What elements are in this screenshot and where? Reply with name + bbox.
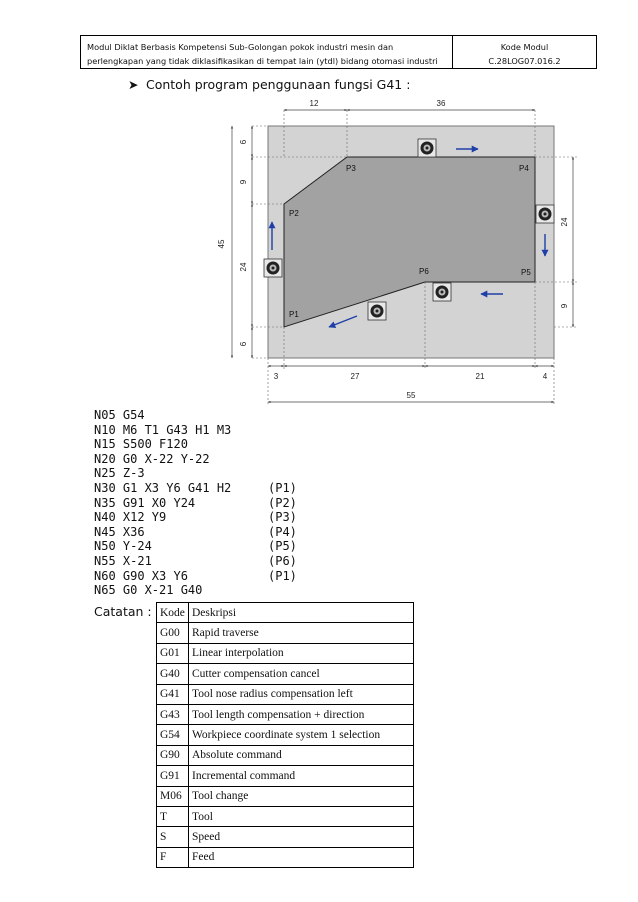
table-row — [157, 766, 414, 786]
code-cell: M06 — [157, 786, 189, 806]
table-row — [157, 786, 414, 806]
header-title-line1: Modul Diklat Berbasis Kompetensi Sub-Golongan pokok industri mesin dan — [87, 42, 394, 52]
table-row — [157, 623, 414, 643]
program-line — [94, 525, 297, 540]
dim-bottom-21: 21 — [475, 372, 485, 381]
program-line — [94, 466, 297, 481]
program-point: (P6) — [268, 553, 297, 568]
program-point: (P4) — [268, 524, 297, 539]
code-cell: F — [157, 847, 189, 867]
point-label-p5: P5 — [521, 268, 531, 277]
description-cell: Tool change — [189, 786, 414, 806]
description-cell: Tool — [189, 806, 414, 826]
dim-left-9: 9 — [239, 179, 248, 185]
code-cell: G54 — [157, 725, 189, 745]
description-cell: Incremental command — [189, 766, 414, 786]
description-cell: Deskripsi — [189, 603, 414, 623]
program-line — [94, 408, 297, 423]
point-label-p3: P3 — [346, 164, 356, 173]
code-cell: G43 — [157, 704, 189, 724]
cutter-icon — [264, 259, 282, 277]
program-code: N05 G54 — [94, 408, 145, 422]
code-cell: G40 — [157, 664, 189, 684]
cutter-icon — [433, 283, 451, 301]
description-cell: Speed — [189, 827, 414, 847]
program-line — [94, 481, 297, 496]
dim-overall-55: 55 — [406, 391, 416, 400]
program-code: N25 Z-3 — [94, 466, 145, 481]
program-point: (P1) — [268, 480, 297, 495]
table-row — [157, 643, 414, 663]
dim-bottom-27: 27 — [350, 372, 360, 381]
code-cell: T — [157, 806, 189, 826]
program-line — [94, 452, 297, 467]
description-cell: Rapid traverse — [189, 623, 414, 643]
header-title-line2: perlengkapan yang tidak diklasifikasikan di tempat lain (ytdl) bidang otomasi industri — [87, 56, 438, 66]
point-label-p1: P1 — [289, 310, 299, 319]
program-code: N45 X36 — [94, 524, 145, 539]
table-row — [157, 664, 414, 684]
description-cell: Tool nose radius compensation left — [189, 684, 414, 704]
dim-left-6b: 6 — [239, 341, 248, 347]
section-heading-text: Contoh program penggunaan fungsi G41 : — [145, 77, 411, 92]
code-cell: G90 — [157, 745, 189, 765]
table-row — [157, 745, 414, 765]
point-label-p4: P4 — [519, 164, 529, 173]
cutter-icon — [368, 302, 386, 320]
description-cell: Tool length compensation + direction — [189, 704, 414, 724]
table-row — [157, 827, 414, 847]
program-line — [94, 496, 297, 511]
description-cell: Linear interpolation — [189, 643, 414, 663]
description-cell: Cutter compensation cancel — [189, 664, 414, 684]
code-description-table — [156, 602, 414, 868]
program-code: N30 G1 X3 Y6 G41 H2 — [94, 480, 232, 495]
cutter-icon — [536, 205, 554, 223]
dim-right-24: 24 — [560, 217, 569, 227]
dim-bottom-3: 3 — [273, 372, 279, 381]
program-code: N50 Y-24 — [94, 539, 152, 554]
dim-top-36: 36 — [436, 99, 446, 108]
dim-right-9: 9 — [560, 303, 569, 309]
catatan-label: Catatan : — [94, 604, 152, 619]
module-code-label: Kode Modul — [500, 42, 549, 52]
code-cell: Kode — [157, 603, 189, 623]
program-code: N20 G0 X-22 Y-22 — [94, 451, 210, 466]
program-line — [94, 569, 297, 584]
table-header-row — [157, 603, 414, 623]
table-row — [157, 725, 414, 745]
description-cell: Workpiece coordinate system 1 selection — [189, 725, 414, 745]
point-label-p6: P6 — [419, 267, 429, 276]
program-point: (P5) — [268, 539, 297, 554]
point-label-p2: P2 — [289, 209, 299, 218]
dim-top-12: 12 — [309, 99, 319, 108]
code-cell: S — [157, 827, 189, 847]
description-cell: Feed — [189, 847, 414, 867]
program-code: N55 X-21 — [94, 553, 152, 568]
table-row — [157, 684, 414, 704]
code-cell: G91 — [157, 766, 189, 786]
program-line — [94, 510, 297, 525]
dim-left-45: 45 — [217, 239, 226, 249]
program-point: (P1) — [268, 568, 297, 583]
program-code: N65 G0 X-21 G40 — [94, 583, 203, 598]
program-line — [94, 423, 297, 438]
program-code: N35 G91 X0 Y24 — [94, 495, 196, 510]
dim-bottom-4: 4 — [542, 372, 548, 381]
table-row — [157, 847, 414, 867]
program-point: (P2) — [268, 495, 297, 510]
program-code: N15 S500 F120 — [94, 437, 188, 452]
dim-left-6a: 6 — [239, 139, 248, 145]
program-code: N60 G90 X3 Y6 — [94, 568, 188, 583]
cutter-icon — [418, 139, 436, 157]
arrow-bullet-icon: ➤ — [128, 77, 139, 92]
program-line — [94, 583, 297, 598]
program-line — [94, 437, 297, 452]
code-cell: G41 — [157, 684, 189, 704]
description-cell: Absolute command — [189, 745, 414, 765]
module-code-value: C.28LOG07.016.2 — [488, 56, 561, 66]
program-code: N10 M6 T1 G43 H1 M3 — [94, 422, 232, 437]
table-row — [157, 704, 414, 724]
code-cell: G00 — [157, 623, 189, 643]
program-code: N40 X12 Y9 — [94, 510, 167, 525]
code-cell: G01 — [157, 643, 189, 663]
program-line — [94, 554, 297, 569]
program-point: (P3) — [268, 510, 297, 525]
nc-program-listing — [94, 408, 297, 598]
program-line — [94, 539, 297, 554]
table-row — [157, 806, 414, 826]
dim-left-24: 24 — [239, 262, 248, 272]
